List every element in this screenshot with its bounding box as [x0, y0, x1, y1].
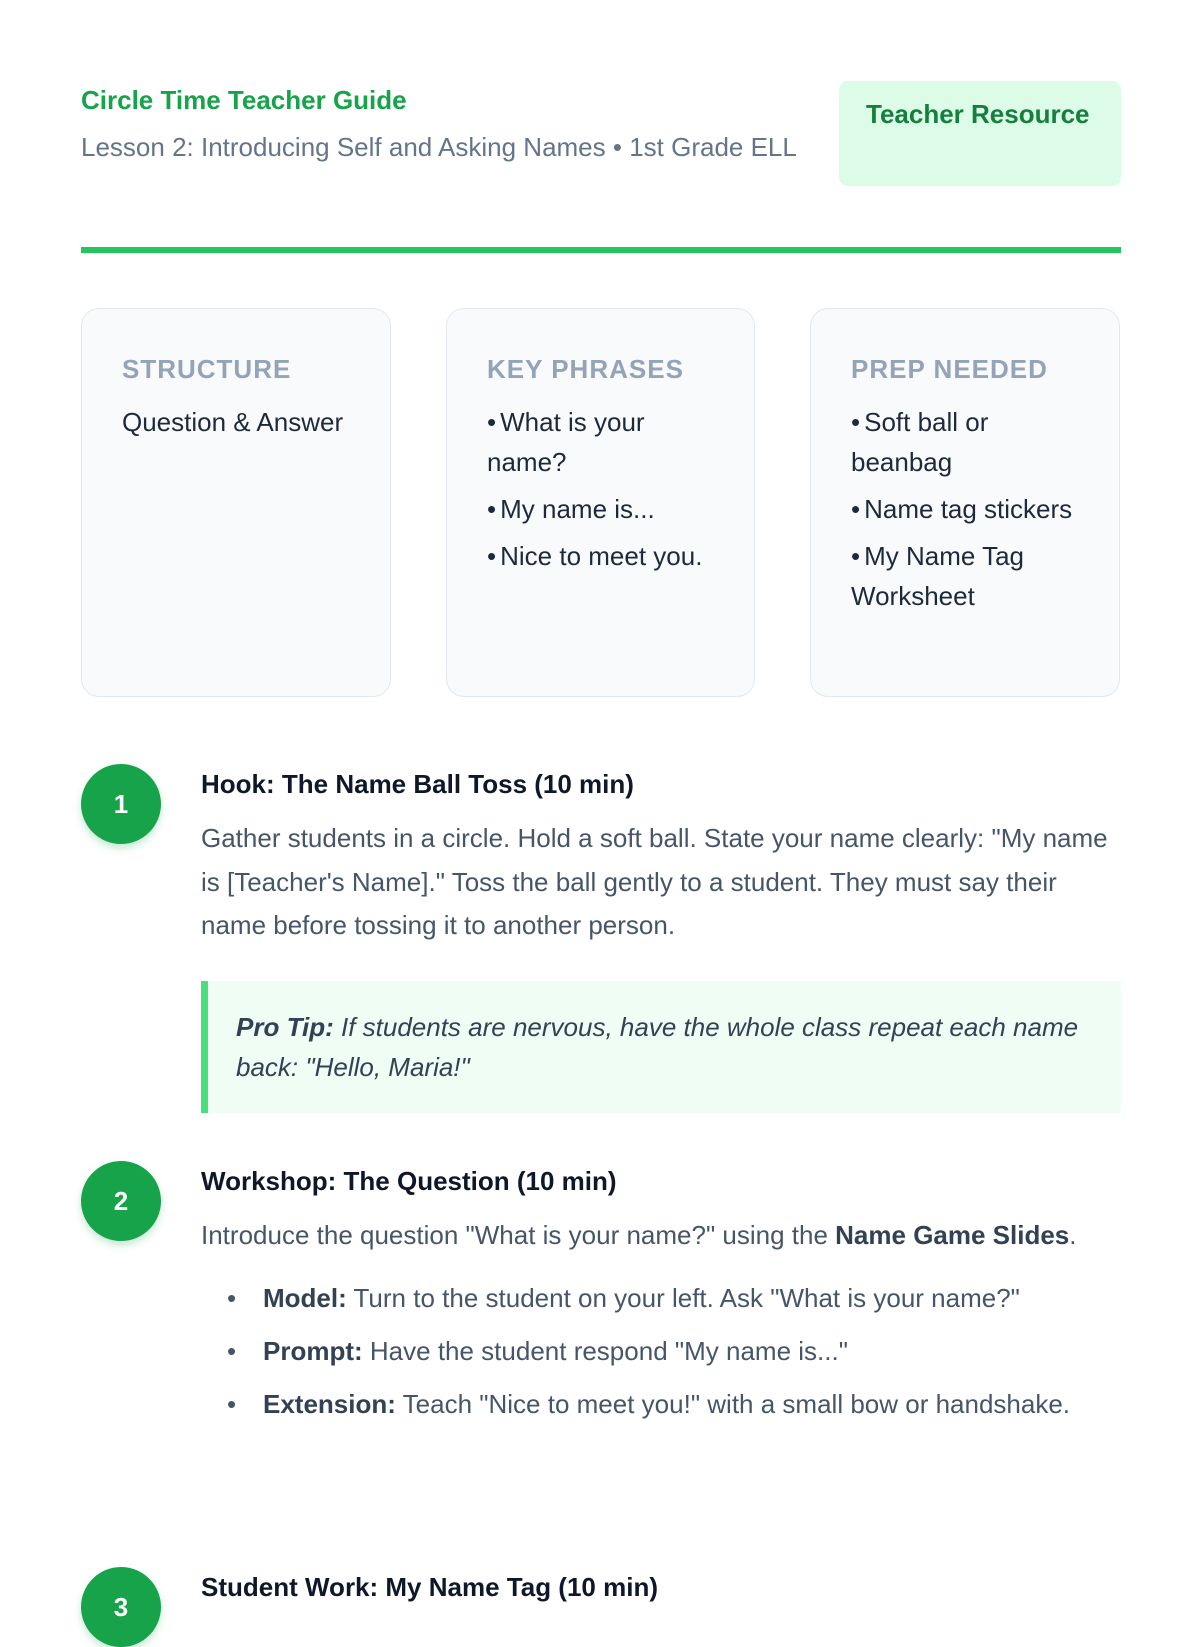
bullet-icon: •: [227, 1388, 237, 1419]
slides-link-text: Name Game Slides: [835, 1220, 1070, 1250]
list-item: • Soft ball or beanbag: [851, 407, 989, 477]
teacher-resource-badge: Teacher Resource: [839, 81, 1121, 186]
step-number-badge: 1: [81, 764, 161, 844]
bullet-icon: •: [227, 1335, 237, 1366]
header-divider: [81, 247, 1121, 253]
list-item: • Nice to meet you.: [487, 541, 703, 571]
bullet-icon: •: [487, 494, 497, 524]
step-title: Hook: The Name Ball Toss (10 min): [201, 769, 634, 799]
key-phrases-list: [487, 402, 714, 576]
step-number-badge: 3: [81, 1567, 161, 1647]
card-heading: KEY PHRASES: [487, 354, 684, 384]
card-text: Question & Answer: [122, 407, 344, 437]
list-item: • My name is...: [487, 494, 655, 524]
bullet-icon: •: [851, 541, 861, 571]
key-phrases-card: [446, 308, 755, 697]
list-item: • Name tag stickers: [851, 494, 1073, 524]
bullet-icon: •: [227, 1282, 237, 1313]
step-title: Student Work: My Name Tag (10 min): [201, 1572, 658, 1602]
prep-needed-card: [810, 308, 1120, 697]
page-title: Circle Time Teacher Guide: [81, 85, 407, 115]
step-student-work: [201, 1567, 1121, 1607]
card-heading: PREP NEEDED: [851, 354, 1048, 384]
step-workshop: [201, 1161, 1121, 1437]
step-description: Gather students in a circle. Hold a soft ball. State your name clearly: "My name is [Teacher's Name]." Toss the ball gently to a student. They must say their name before tossing it to another person.: [201, 823, 1108, 940]
bullet-icon: •: [487, 407, 497, 437]
bullet-icon: •: [487, 541, 497, 571]
tip-text: If students are nervous, have the whole class repeat each name back: "Hello, Maria!": [236, 1011, 1079, 1082]
list-item: • My Name Tag Worksheet: [851, 541, 1025, 611]
list-item: • Model: Turn to the student on your left. Ask "What is your name?": [227, 1278, 1121, 1318]
card-heading: STRUCTURE: [122, 354, 292, 384]
prep-list: [851, 402, 1079, 616]
step-title: Workshop: The Question (10 min): [201, 1166, 617, 1196]
bullet-icon: •: [851, 407, 861, 437]
step-hook: [201, 764, 1121, 1113]
header-text: [81, 80, 821, 167]
list-item: • Prompt: Have the student respond "My name is...": [227, 1331, 1121, 1371]
workshop-steps-list: [201, 1278, 1121, 1424]
list-item: • Extension: Teach "Nice to meet you!" with a small bow or handshake.: [227, 1384, 1121, 1424]
step-number-badge: 2: [81, 1161, 161, 1241]
structure-card: [81, 308, 391, 697]
page-subtitle: Lesson 2: Introducing Self and Asking Names • 1st Grade ELL: [81, 132, 797, 162]
bullet-icon: •: [851, 494, 861, 524]
pro-tip-callout: [201, 981, 1121, 1113]
list-item: • What is your name?: [487, 407, 645, 477]
step-description: Introduce the question "What is your name?" using the Name Game Slides.: [201, 1220, 1077, 1250]
tip-label: Pro Tip:: [236, 1011, 334, 1042]
